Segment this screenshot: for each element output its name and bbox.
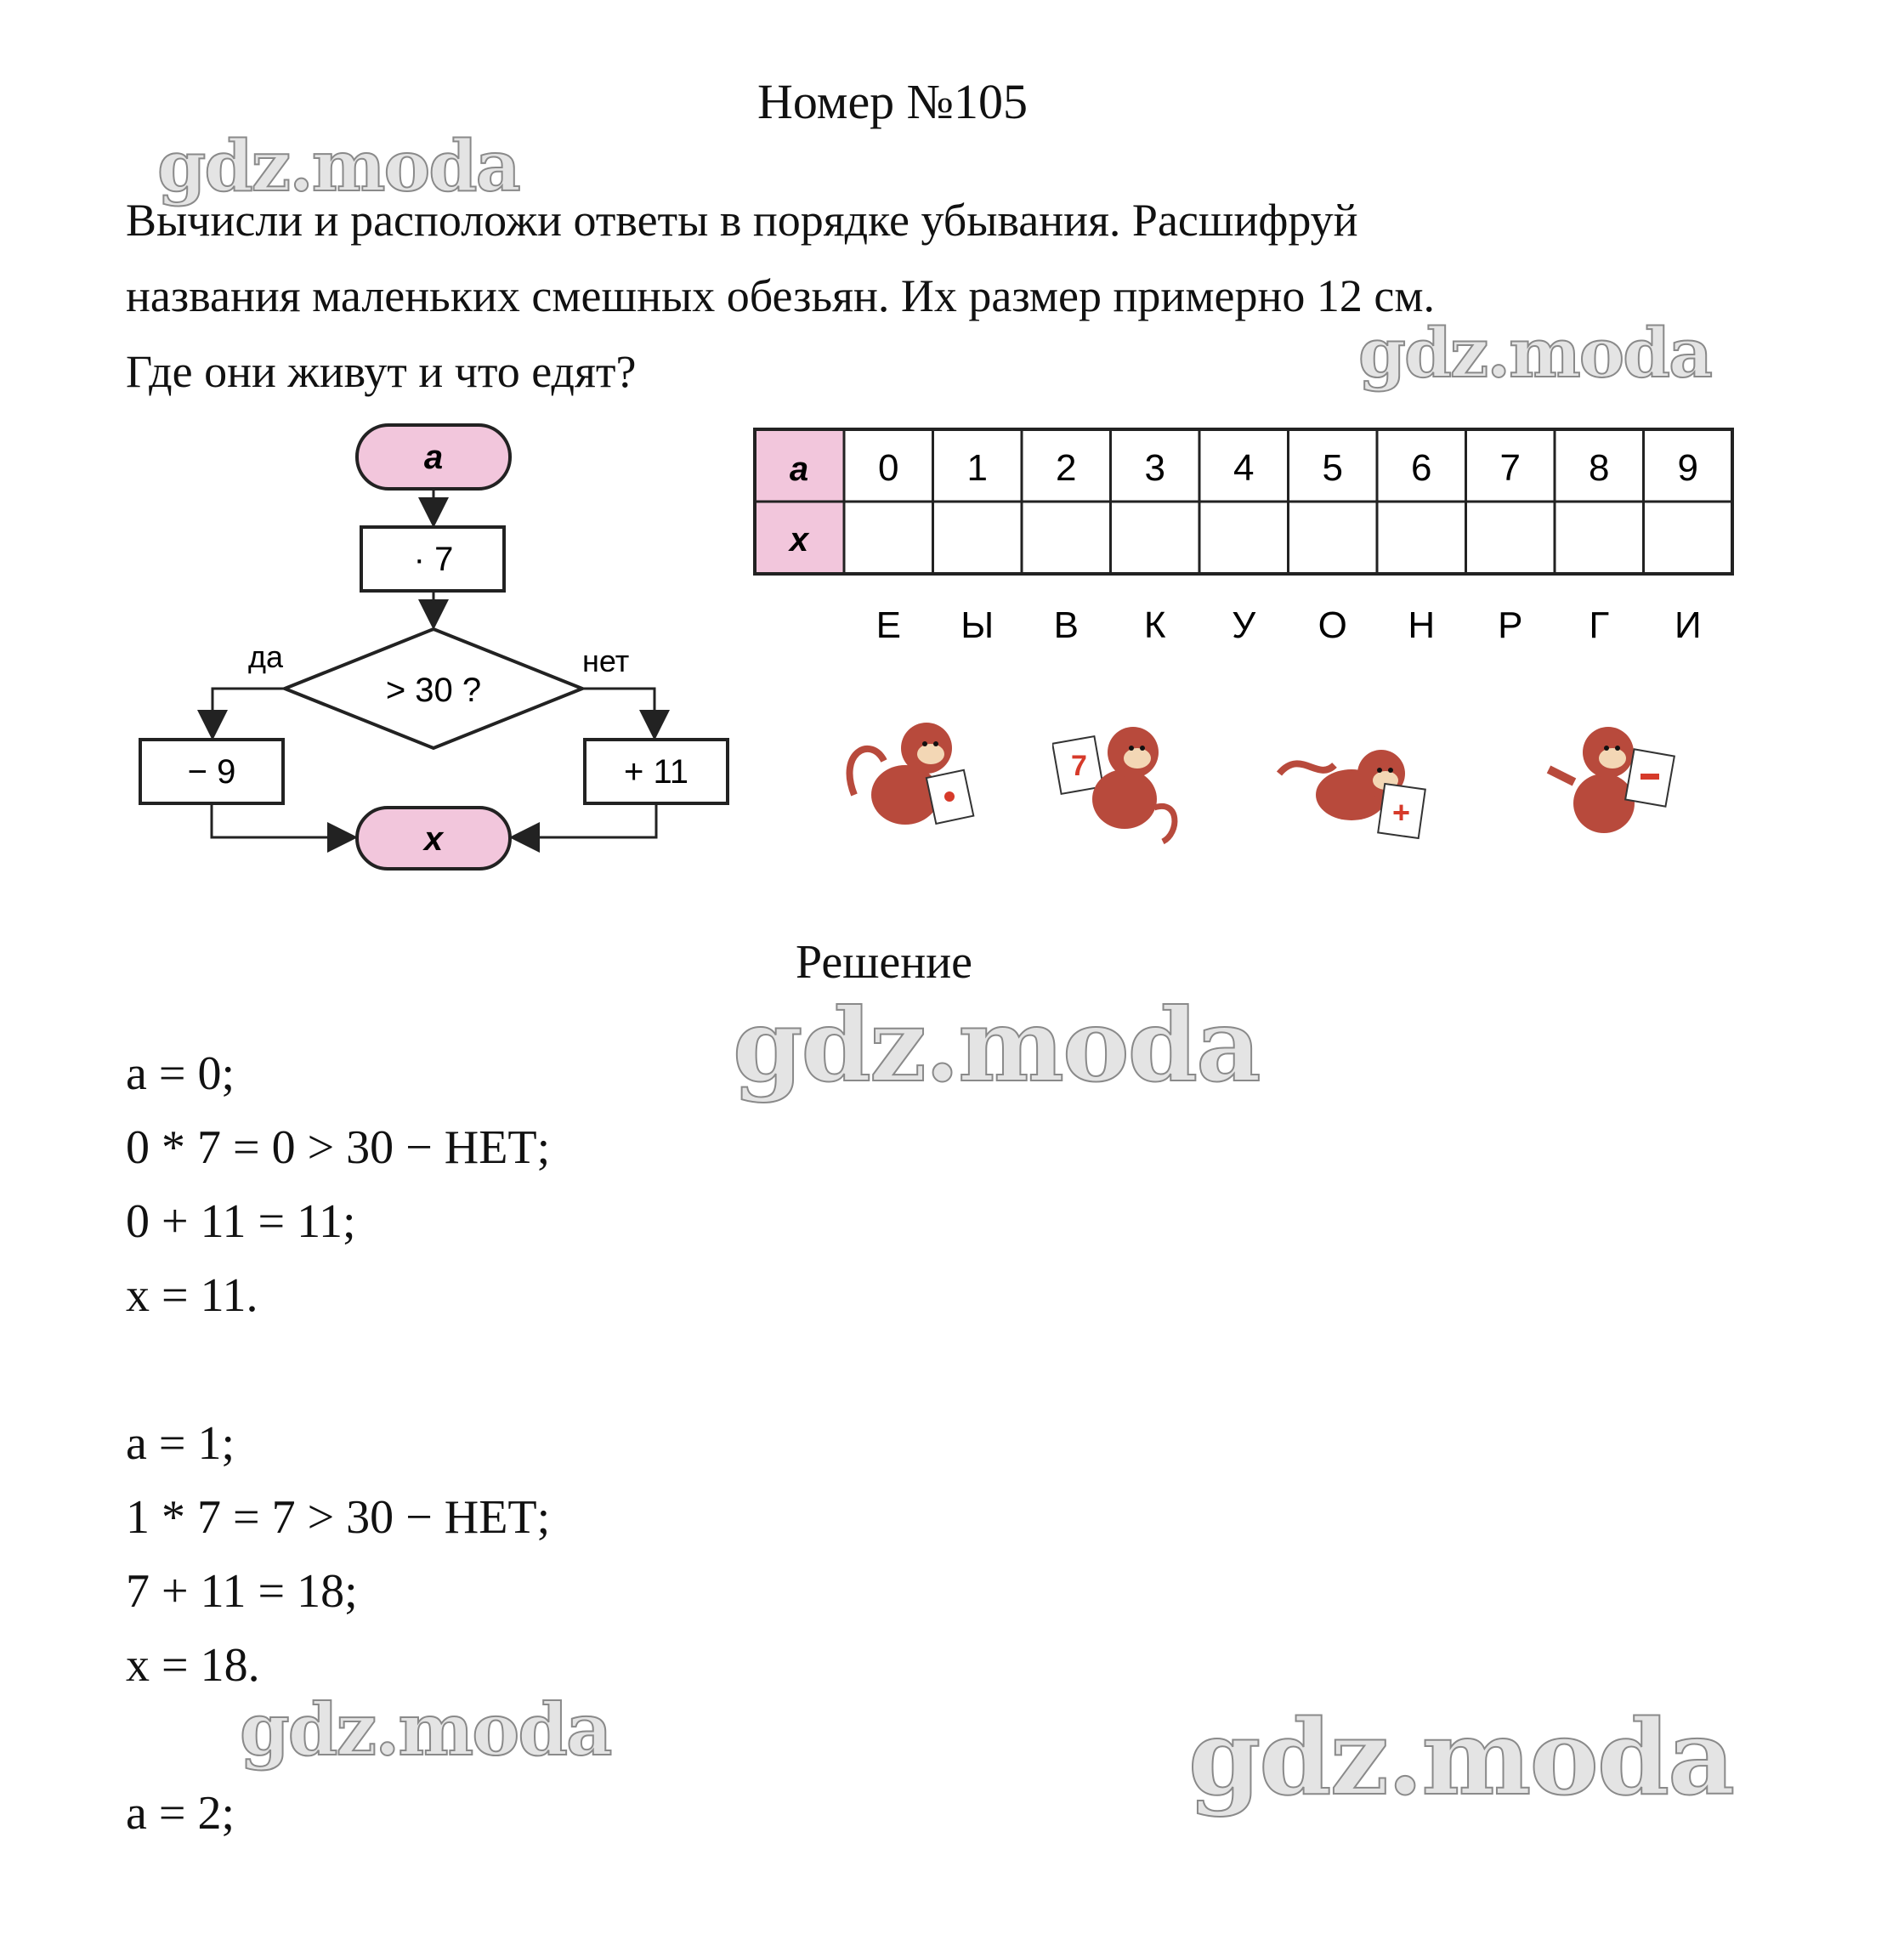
flow-arrow bbox=[582, 689, 654, 735]
flow-minus-label: − 9 bbox=[187, 753, 236, 791]
page-title: Номер №105 bbox=[756, 74, 1028, 129]
table-letter: Р bbox=[1498, 604, 1523, 646]
solution-line: 7 + 11 = 18; bbox=[126, 1565, 358, 1618]
task-figure bbox=[119, 412, 1734, 888]
table-a-value: 7 bbox=[1499, 447, 1521, 489]
table-letter: Г bbox=[1589, 604, 1610, 646]
table-a-value: 1 bbox=[966, 447, 988, 489]
flow-multiply-label: · 7 bbox=[413, 541, 454, 578]
flow-arrow bbox=[514, 803, 656, 837]
table-a-value: 5 bbox=[1322, 447, 1343, 489]
flow-arrow bbox=[212, 689, 285, 735]
solution-line: 0 * 7 = 0 > 30 − НЕТ; bbox=[126, 1121, 551, 1174]
solution-line: x = 11. bbox=[126, 1269, 258, 1322]
flow-plus-label: + 11 bbox=[624, 753, 688, 791]
task-line: Где они живут и что едят? bbox=[126, 346, 637, 397]
table-letter: Ы bbox=[960, 604, 994, 646]
table-a-label: a bbox=[789, 451, 809, 488]
table-a-value: 9 bbox=[1677, 447, 1698, 489]
watermark: gdz.moda bbox=[1188, 1696, 1734, 1818]
task-line: Вычисли и расположи ответы в порядке убывания. Расшифруй bbox=[126, 195, 1358, 246]
monkey-illustration bbox=[1540, 706, 1685, 850]
flow-end-label: x bbox=[423, 820, 444, 858]
solution-line: 0 + 11 = 11; bbox=[126, 1195, 356, 1248]
flow-yes-label: да bbox=[248, 639, 284, 674]
flow-arrow bbox=[212, 803, 353, 837]
flow-condition-label: > 30 ? bbox=[385, 672, 482, 709]
solution-line: a = 2; bbox=[126, 1787, 235, 1840]
table-letter: У bbox=[1232, 604, 1256, 646]
solution-line: x = 18. bbox=[126, 1639, 260, 1692]
table-a-value: 6 bbox=[1411, 447, 1432, 489]
monkey-illustration bbox=[837, 701, 982, 846]
value-table bbox=[755, 429, 1732, 646]
task-line: названия маленьких смешных обезьян. Их размер примерно 12 см. bbox=[126, 270, 1436, 321]
svg-text:+: + bbox=[1392, 795, 1411, 830]
flow-no-label: нет bbox=[582, 644, 630, 678]
table-a-value: 4 bbox=[1233, 447, 1255, 489]
table-letter: О bbox=[1318, 604, 1347, 646]
solution-line: 1 * 7 = 7 > 30 − НЕТ; bbox=[126, 1491, 551, 1544]
table-letter: В bbox=[1053, 604, 1079, 646]
table-a-value: 0 bbox=[878, 447, 899, 489]
table-a-value: 8 bbox=[1589, 447, 1610, 489]
table-a-value: 3 bbox=[1144, 447, 1165, 489]
svg-text:7: 7 bbox=[1071, 750, 1087, 782]
watermark: gdz.moda bbox=[240, 1687, 611, 1772]
solution-title: Решение bbox=[795, 936, 973, 989]
table-letter: Н bbox=[1408, 604, 1436, 646]
solution-line: a = 0; bbox=[126, 1047, 235, 1100]
flow-start-label: a bbox=[423, 439, 444, 476]
monkey-illustration bbox=[1052, 706, 1197, 850]
table-letter: К bbox=[1143, 604, 1166, 646]
monkey-illustration bbox=[1275, 714, 1436, 859]
solution-line: a = 1; bbox=[126, 1417, 235, 1470]
table-x-label: x bbox=[789, 521, 809, 559]
watermark: gdz.moda bbox=[733, 986, 1260, 1104]
table-letter: И bbox=[1674, 604, 1702, 646]
watermark: gdz.moda bbox=[157, 126, 519, 207]
table-letter: Е bbox=[876, 604, 901, 646]
table-a-value: 2 bbox=[1056, 447, 1077, 489]
watermark: gdz.moda bbox=[1358, 313, 1711, 393]
